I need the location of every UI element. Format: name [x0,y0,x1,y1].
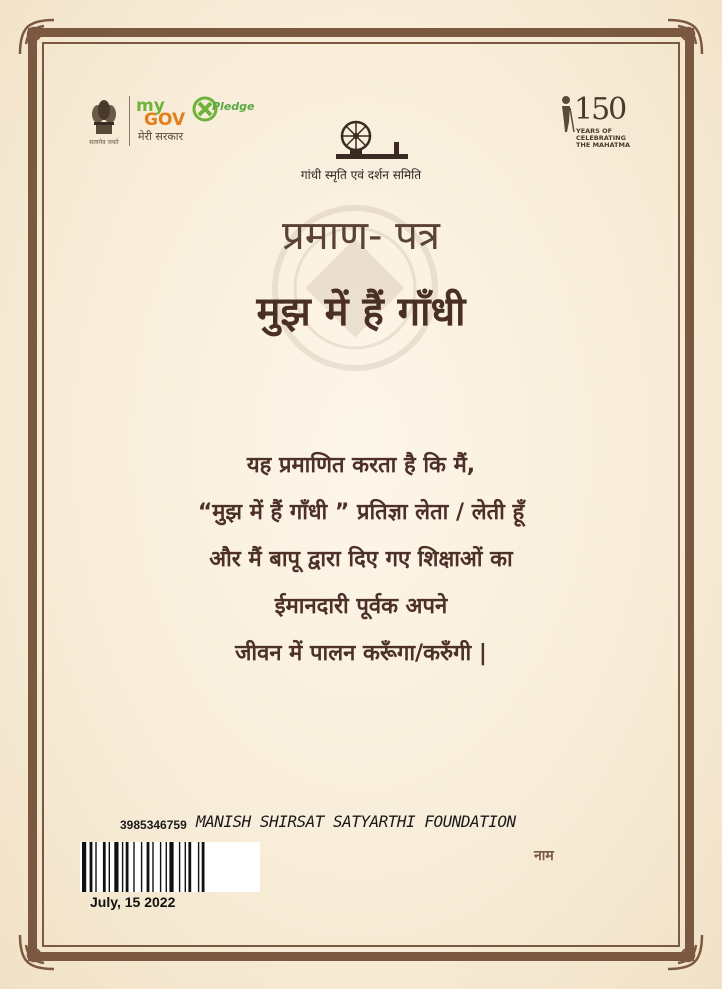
certificate-subtitle: मुझ में हैं गाँधी [256,289,466,335]
mygov-my-text: my [136,96,165,116]
logo-divider [129,96,130,146]
corner-ornament-icon [14,14,74,74]
gandhi-silhouette-icon [556,94,576,134]
corner-ornament-icon [648,915,708,975]
pledge-line: “मुझ में हैं गाँधी ” प्रतिज्ञा लेता / लेती हूँ [197,500,525,525]
lion-capital-icon [84,94,124,138]
certificate-id: 3985346759 [120,818,187,832]
mygov-pledge-logo [136,96,266,146]
mygov-pledge-text: Pledge [212,100,255,113]
pledge-line: जीवन में पालन करूँगा/करुँगी | [235,641,487,666]
certificate-date: July, 15 2022 [90,894,176,910]
mygov-subtitle: मेरी सरकार [138,130,184,143]
corner-ornament-icon [648,14,708,74]
anniversary-line: YEARS OF [576,127,613,135]
recipient-name: MANISH SHIRSAT SATYARTHI FOUNDATION [196,812,516,831]
pledge-line: यह प्रमाणित करता है कि मैं, [246,453,476,478]
barcode-icon [80,842,260,892]
emblem-caption: सत्यमेव जयते [89,139,119,146]
pledge-line: और मैं बापू द्वारा दिए गए शिक्षाओं का [209,547,513,572]
pledge-text [60,446,662,681]
barcode [80,842,260,892]
national-emblem-logo [84,94,124,150]
name-label: नाम [534,848,554,864]
anniversary-caption [576,128,630,149]
150-years-logo [556,92,636,152]
charkha-icon [330,116,412,166]
anniversary-line: CELEBRATING [576,134,626,142]
corner-ornament-icon [14,915,74,975]
mygov-gov-text: GOV [144,110,186,130]
certificate-title: प्रमाण- पत्र [282,213,440,259]
organization-name: गांधी स्मृति एवं दर्शन समिति [300,168,422,182]
pledge-line: ईमानदारी पूर्वक अपने [274,594,448,619]
anniversary-line: THE MAHATMA [576,141,630,149]
anniversary-number: 150 [574,92,626,127]
